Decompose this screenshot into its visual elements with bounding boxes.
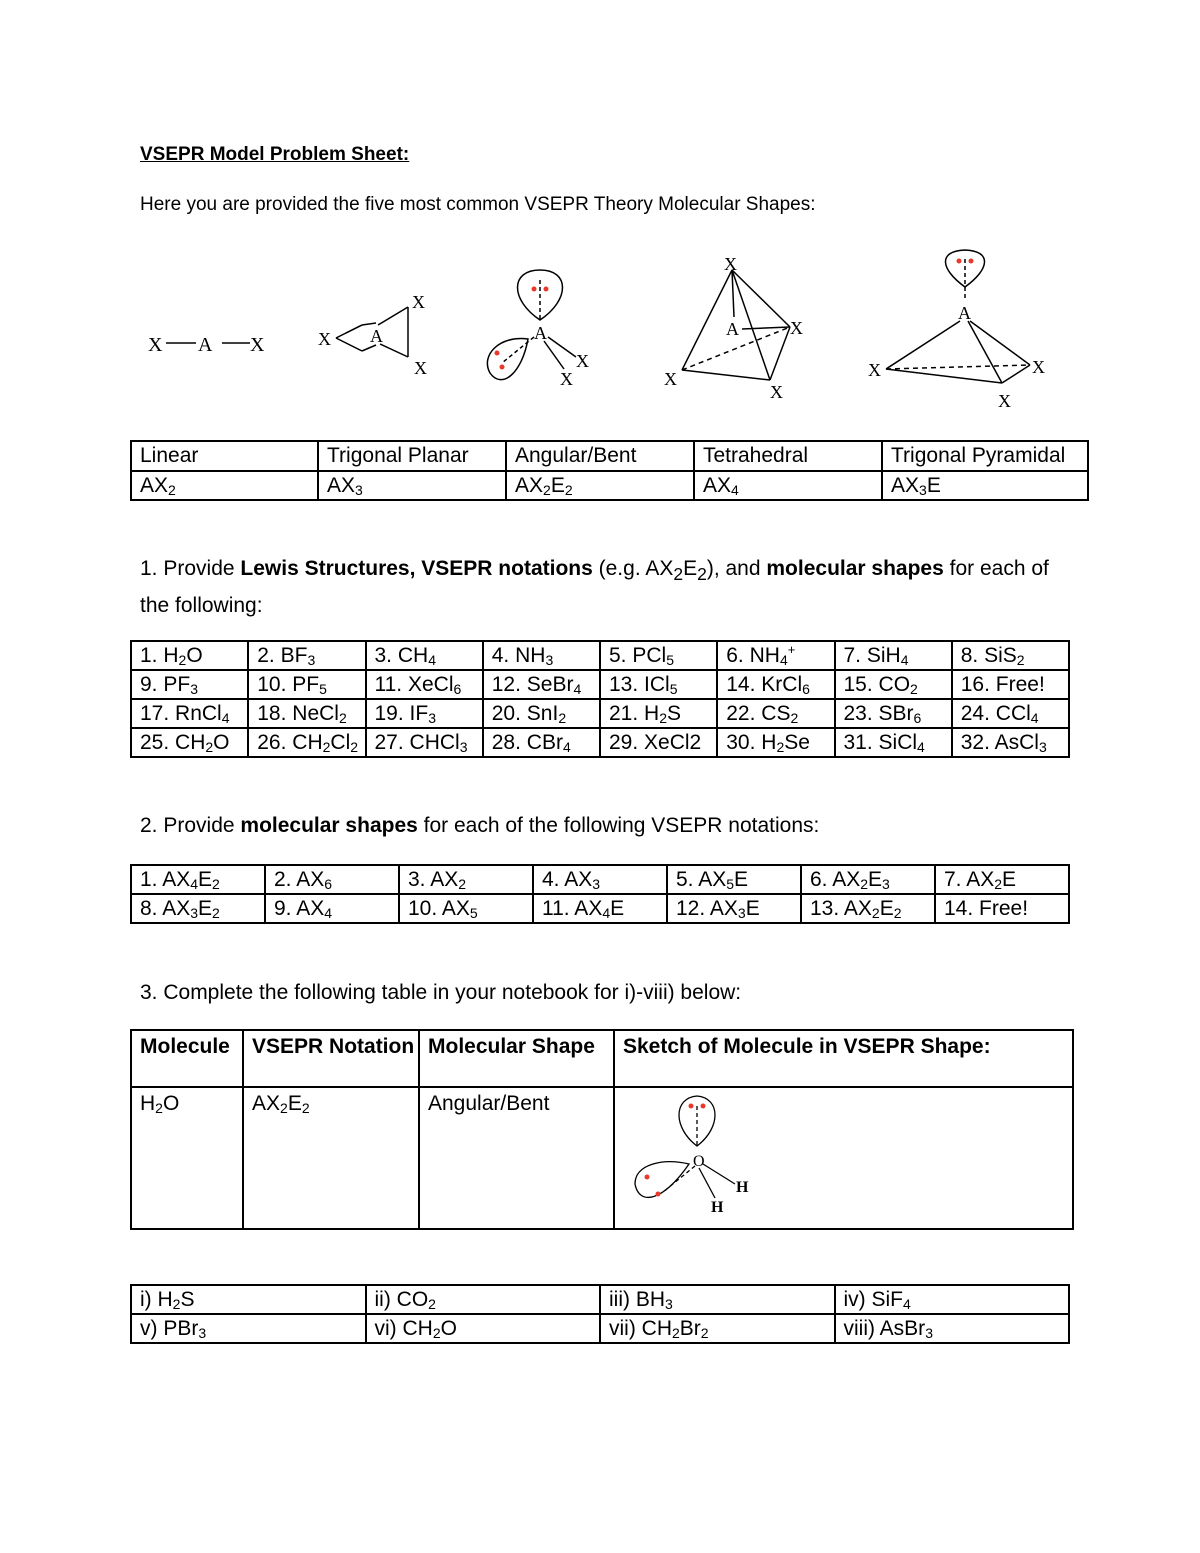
shape-notation: $AX_3$: [318, 471, 506, 500]
planar-x-bottom: X: [414, 358, 427, 378]
linear-x-right: X: [250, 334, 265, 356]
table-cell: 15. $CO_2$: [835, 670, 952, 699]
table-cell: vii) $CH_2Br_2$: [600, 1314, 835, 1343]
table-cell: 14. Free!: [935, 894, 1069, 923]
shape-notation: $AX_4$: [694, 471, 882, 500]
table-cell: 8. $AX_3E_2$: [131, 894, 265, 923]
table-cell: 29. XeCl2: [600, 728, 717, 757]
table-row: [131, 699, 1069, 728]
table-row: [131, 894, 1069, 923]
table-cell: 26. $CH_2Cl_2$: [248, 728, 365, 757]
shape-notation: $AX_2$: [131, 471, 318, 500]
table-cell: 10. $AX_5$: [399, 894, 533, 923]
table-row: [131, 641, 1069, 670]
q3-header-row: [131, 1030, 1073, 1087]
table-cell: ii) $CO_2$: [366, 1285, 601, 1314]
pyramidal-lone-pair-dot: [957, 259, 962, 264]
page-title: VSEPR Model Problem Sheet:: [140, 144, 410, 165]
pyramidal-a: A: [958, 303, 971, 323]
q3-list-table: [130, 1284, 1070, 1344]
example-sketch-cell: [614, 1087, 1073, 1229]
table-cell: 21. $H_2S$: [600, 699, 717, 728]
table-row: [131, 865, 1069, 894]
linear-a: A: [198, 334, 213, 356]
table-cell: 4. $NH_3$: [483, 641, 600, 670]
table-cell: 3. $CH_4$: [366, 641, 483, 670]
table-cell: 22. $CS_2$: [717, 699, 834, 728]
table-cell: 24. CCl$_4$: [952, 699, 1069, 728]
example-notation: $AX_2E_2$: [243, 1087, 419, 1229]
shape-name: Trigonal Pyramidal: [882, 441, 1088, 471]
table-cell: 6. $AX_2E_3$: [801, 865, 935, 894]
table-cell: iii) $BH_3$: [600, 1285, 835, 1314]
vsepr-shapes-diagram: [130, 245, 1080, 415]
tetra-x-right: X: [790, 318, 803, 338]
col-header-shape: Molecular Shape: [419, 1030, 614, 1087]
table-cell: 11. XeCl$_6$: [366, 670, 483, 699]
table-cell: 16. Free!: [952, 670, 1069, 699]
bent-lone-pair-dot: [544, 287, 549, 292]
shapes-name-row: [131, 441, 1088, 471]
table-cell: 20. SnI$_2$: [483, 699, 600, 728]
bent-lone-pair-dot: [500, 365, 505, 370]
shape-name: Angular/Bent: [506, 441, 694, 471]
pyramidal-x-left: X: [868, 360, 881, 380]
table-cell: 17. RnCl$_4$: [131, 699, 248, 728]
table-cell: 2. $BF_3$: [248, 641, 365, 670]
table-cell: 12. $AX_3E$: [667, 894, 801, 923]
pyramidal-x-right: X: [1032, 357, 1045, 377]
table-cell: 18. NeCl$_2$: [248, 699, 365, 728]
linear-x-left: X: [148, 334, 163, 356]
pyramidal-lone-pair-dot: [969, 259, 974, 264]
q2-table-body: [131, 865, 1069, 923]
example-molecule: $H_2O$: [131, 1087, 243, 1229]
sketch-o: O: [693, 1153, 705, 1170]
planar-x-left: X: [318, 329, 331, 349]
table-cell: 2. $AX_6$: [265, 865, 399, 894]
shapes-table: [130, 440, 1089, 501]
table-cell: v) PBr$_3$: [131, 1314, 366, 1343]
tetra-x-top: X: [724, 254, 737, 274]
tetra-x-left: X: [664, 369, 677, 389]
shape-name: Trigonal Planar: [318, 441, 506, 471]
planar-a: A: [370, 326, 383, 346]
table-cell: 32. AsCl$_3$: [952, 728, 1069, 757]
q3-list-body: [131, 1285, 1069, 1343]
table-row: [131, 1285, 1069, 1314]
table-cell: 5. PCl$_5$: [600, 641, 717, 670]
q1-table-body: [131, 641, 1069, 757]
col-header-molecule: Molecule: [131, 1030, 243, 1087]
table-cell: 1. $H_2O$: [131, 641, 248, 670]
q3-example-row: [131, 1087, 1073, 1229]
sketch-h: H: [736, 1179, 749, 1196]
planar-x-top: X: [412, 292, 425, 312]
table-row: [131, 1314, 1069, 1343]
shape-name: Linear: [131, 441, 318, 471]
shape-notation: $AX_2E_2$: [506, 471, 694, 500]
table-cell: 11. $AX_4E$: [533, 894, 667, 923]
table-cell: viii) AsBr$_3$: [835, 1314, 1070, 1343]
water-molecule-sketch: [623, 1088, 823, 1223]
table-cell: 7. $AX_2E$: [935, 865, 1069, 894]
sketch-h: H: [711, 1199, 724, 1216]
shapes-notation-row: [131, 471, 1088, 500]
table-cell: 12. SeBr$_4$: [483, 670, 600, 699]
tetra-a: A: [726, 319, 739, 339]
table-cell: 25. $CH_2O$: [131, 728, 248, 757]
table-cell: 23. SBr$_6$: [835, 699, 952, 728]
table-cell: 27. CHCl$_3$: [366, 728, 483, 757]
table-cell: 19. $IF_3$: [366, 699, 483, 728]
table-cell: 10. $PF_5$: [248, 670, 365, 699]
table-cell: 4. $AX_3$: [533, 865, 667, 894]
table-cell: 1. $AX_4E_2$: [131, 865, 265, 894]
question-1-text: 1. Provide Lewis Structures, VSEPR notations (e.g. $AX_2E_2$), and molecular shapes for each of the following:: [140, 557, 1049, 618]
bent-x-right: X: [576, 351, 589, 371]
table-cell: vi) $CH_2O$: [366, 1314, 601, 1343]
table-cell: i) $H_2S$: [131, 1285, 366, 1314]
table-cell: iv) SiF$_4$: [835, 1285, 1070, 1314]
bent-a: A: [534, 323, 547, 343]
table-cell: 5. $AX_5E$: [667, 865, 801, 894]
example-shape: Angular/Bent: [419, 1087, 614, 1229]
intro-text: Here you are provided the five most common VSEPR Theory Molecular Shapes:: [140, 194, 816, 215]
q1-table: [130, 640, 1070, 758]
table-cell: 3. $AX_2$: [399, 865, 533, 894]
table-cell: 7. SiH$_4$: [835, 641, 952, 670]
table-cell: 13. ICl$_5$: [600, 670, 717, 699]
table-cell: 9. $PF_3$: [131, 670, 248, 699]
col-header-sketch: Sketch of Molecule in VSEPR Shape:: [614, 1030, 1073, 1087]
q3-example-table: [130, 1029, 1074, 1230]
table-cell: 9. $AX_4$: [265, 894, 399, 923]
angular-bent-diagram: [487, 270, 576, 380]
table-cell: 8. SiS$_2$: [952, 641, 1069, 670]
bent-lone-pair-dot: [495, 351, 500, 356]
table-row: [131, 728, 1069, 757]
shape-name: Tetrahedral: [694, 441, 882, 471]
table-cell: 14. KrCl$_6$: [717, 670, 834, 699]
table-row: [131, 670, 1069, 699]
table-cell: 30. $H_2Se$: [717, 728, 834, 757]
table-cell: 6. $NH_4^+$: [717, 641, 834, 670]
table-cell: 28. CBr$_4$: [483, 728, 600, 757]
tetra-x-bottom: X: [770, 382, 783, 402]
bent-x-bottom: X: [560, 369, 573, 389]
col-header-notation: VSEPR Notation: [243, 1030, 419, 1087]
table-cell: 31. SiCl$_4$: [835, 728, 952, 757]
question-2-text: 2. Provide molecular shapes for each of the following VSEPR notations:: [140, 814, 820, 837]
question-3-text: 3. Complete the following table in your notebook for i)-viii) below:: [140, 981, 742, 1004]
shape-notation: $AX_3E$: [882, 471, 1088, 500]
bent-lone-pair-dot: [532, 287, 537, 292]
q2-table: [130, 864, 1070, 924]
pyramidal-x-bottom: X: [998, 391, 1011, 411]
table-cell: 13. $AX_2E_2$: [801, 894, 935, 923]
